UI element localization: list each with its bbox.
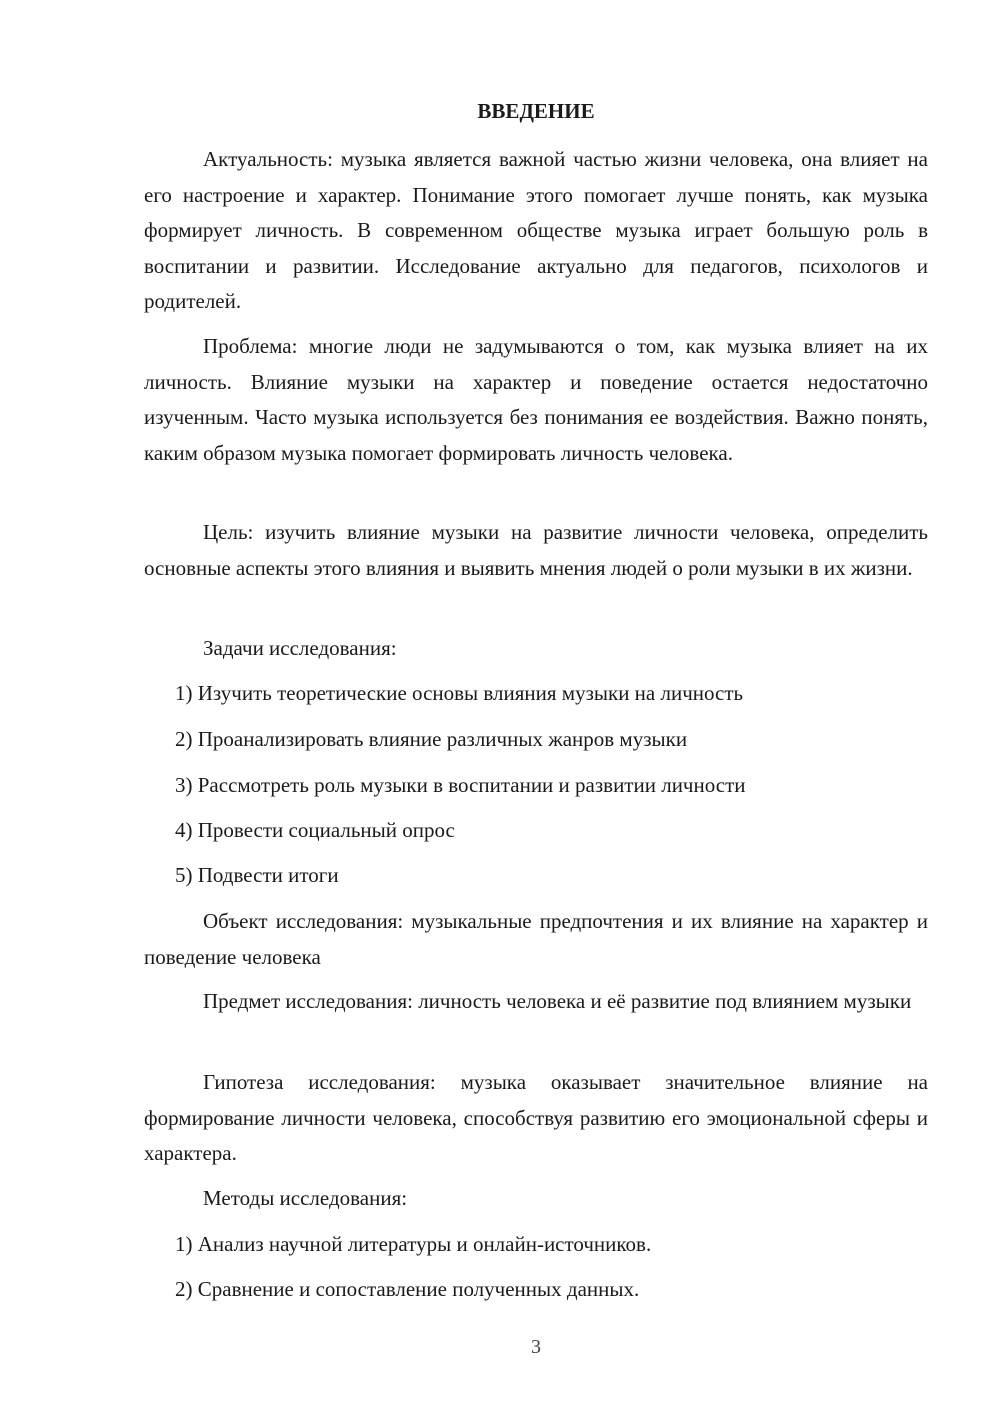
tasks-heading: Задачи исследования:: [203, 636, 397, 660]
paragraph-relevance: Актуальность: музыка является важной частью жизни человека, она влияет на его настроение и характер. Понимание этого помогает лучше понять, как музыка формирует личность. В современном обществе музыка играет большую роль в воспитании и развитии. Исследование актуально для педагогов, психологов и родителей.: [144, 147, 928, 313]
paragraph-object: Объект исследования: музыкальные предпочтения и их влияние на характер и поведение человека: [144, 909, 928, 969]
task-item: 5) Подвести итоги: [175, 863, 339, 887]
method-item: 2) Сравнение и сопоставление полученных данных.: [175, 1277, 640, 1301]
page-number: 3: [531, 1336, 541, 1358]
paragraph-goal: Цель: изучить влияние музыки на развитие личности человека, определить основные аспекты этого влияния и выявить мнения людей о роли музыки в их жизни.: [144, 520, 928, 580]
task-item: 1) Изучить теоретические основы влияния музыки на личность: [175, 681, 744, 705]
paragraph-hypothesis: Гипотеза исследования: музыка оказывает значительное влияние на формирование личности человека, способствуя развитию его эмоциональной сферы и характера.: [144, 1070, 928, 1165]
task-item: 2) Проанализировать влияние различных жанров музыки: [175, 727, 688, 751]
paragraph-problem: Проблема: многие люди не задумываются о том, как музыка влияет на их личность. Влияние музыки на характер и поведение остается недостаточно изученным. Часто музыка используется без понимания ее воздействия. Важно понять, каким образом музыка помогает формировать личность человека.: [144, 334, 928, 465]
paragraph-subject: Предмет исследования: личность человека и её развитие под влиянием музыки: [203, 989, 912, 1013]
task-item: 3) Рассмотреть роль музыки в воспитании и развитии личности: [175, 773, 746, 797]
method-item: 1) Анализ научной литературы и онлайн-источников.: [175, 1232, 652, 1256]
methods-heading: Методы исследования:: [203, 1186, 408, 1210]
task-item: 4) Провести социальный опрос: [175, 818, 455, 842]
section-title: ВВЕДЕНИЕ: [477, 99, 595, 123]
